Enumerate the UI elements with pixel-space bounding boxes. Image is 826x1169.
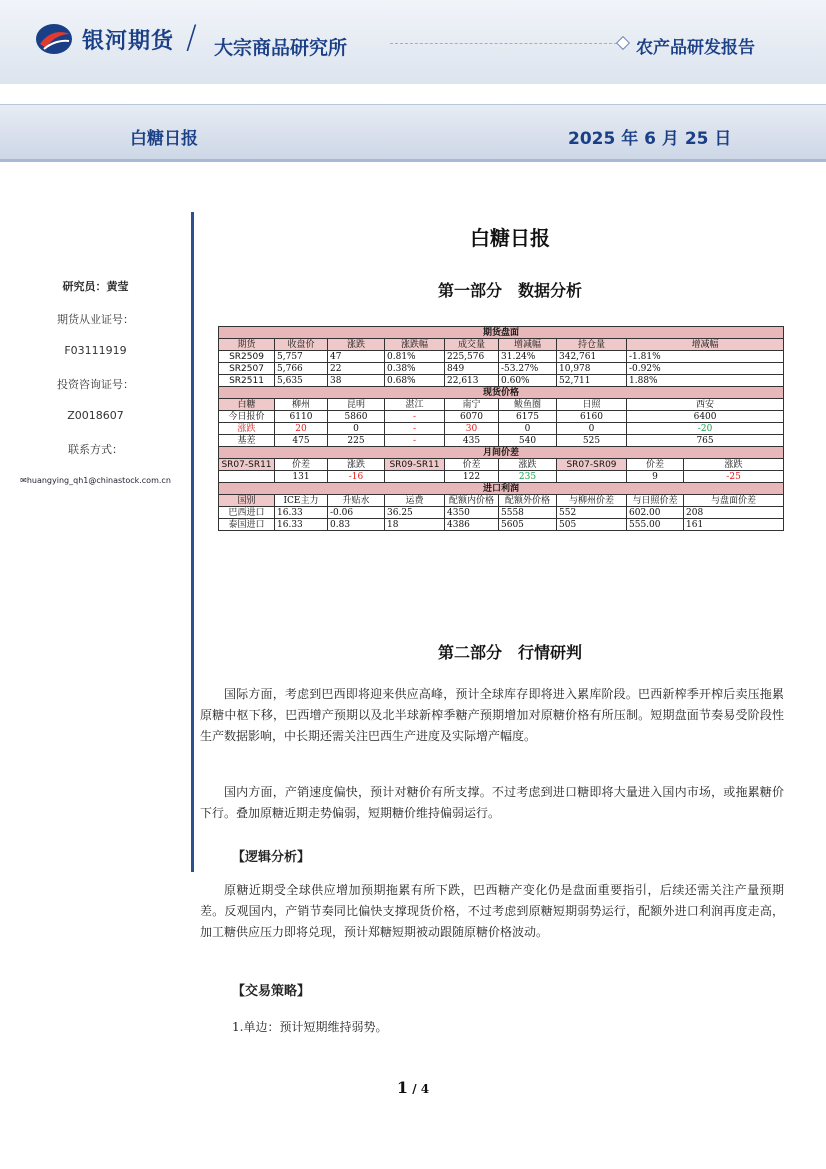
sidebar-divider [191, 212, 194, 872]
import-cell: 552 [557, 507, 627, 519]
part1-title: 第一部分 数据分析 [437, 281, 582, 300]
import-cell: 602.00 [627, 507, 684, 519]
import-cell: 0.83 [328, 519, 385, 531]
import-cell: 555.00 [627, 519, 684, 531]
futures-cell: 5,635 [275, 375, 328, 387]
page-title: 白糖日报 [470, 226, 550, 250]
futures-cert-label: 期货从业证号： [57, 313, 134, 326]
spread-cell: 9 [627, 471, 684, 483]
spot-cell: 225 [328, 435, 385, 447]
spot-col-header: 西安 [627, 399, 784, 411]
spot-cell: 6400 [627, 411, 784, 423]
spread-col-header: 价差 [445, 459, 499, 471]
spot-cell: 0 [499, 423, 557, 435]
futures-cell: 52,711 [557, 375, 627, 387]
header-band [0, 0, 826, 84]
data-table [218, 326, 784, 531]
section-header-futures: 期货盘面 [219, 327, 784, 339]
report-date: 2025 年 6 月 25 日 [568, 129, 732, 149]
spread-cell: -16 [328, 471, 385, 483]
import-cell: 巴西进口 [219, 507, 275, 519]
futures-cell: -53.27% [499, 363, 557, 375]
spot-cell: 今日报价 [219, 411, 275, 423]
futures-cell: -0.92% [627, 363, 784, 375]
import-col-header: 配额内价格 [445, 495, 499, 507]
paragraph-domestic: 国内方面，产销速度偏快，预计对糖价有所支撑。不过考虑到进口糖即将大量进入国内市场，或拖累糖价下行。叠加原糖近期走势偏弱，短期糖价维持偏弱运行。 [200, 785, 784, 820]
spot-cell: 6070 [445, 411, 499, 423]
part2-title: 第二部分 行情研判 [437, 643, 582, 662]
import-cell: 16.33 [275, 519, 328, 531]
strategy-item: 1.单边：预计短期维持弱势。 [232, 1020, 388, 1034]
contact-email[interactable] [0, 476, 191, 485]
futures-cell: 5,766 [275, 363, 328, 375]
section-header-spot: 现货价格 [219, 387, 784, 399]
page-number [0, 1078, 826, 1097]
futures-header-row [219, 339, 784, 351]
spread-cell [219, 471, 275, 483]
spread-cell [557, 471, 627, 483]
logic-analysis-tag: 【逻辑分析】 [232, 850, 311, 865]
import-cell: 161 [684, 519, 784, 531]
section-header-spread: 月间价差 [219, 447, 784, 459]
paragraph-international: 国际方面，考虑到巴西即将迎来供应高峰，预计全球库存即将进入累库阶段。巴西新榨季开榨后卖压拖累原糖中枢下移，巴西增产预期以及北半球新榨季糖产预期增加对原糖价格有所压制。短期盘面节奏易受阶段性生产数据影响，中长期还需关注巴西生产进度及实际增产幅度。 [200, 687, 784, 743]
spot-row [219, 423, 784, 435]
spot-cell: - [385, 423, 445, 435]
import-cell: 5558 [499, 507, 557, 519]
futures-cell: 22 [328, 363, 385, 375]
futures-cell: SR2507 [219, 363, 275, 375]
spread-col-header: 涨跌 [328, 459, 385, 471]
spot-cell: 435 [445, 435, 499, 447]
futures-row [219, 375, 784, 387]
futures-cell: 0.60% [499, 375, 557, 387]
institute-name: 大宗商品研究所 [214, 37, 348, 59]
spot-cell: 基差 [219, 435, 275, 447]
import-row [219, 519, 784, 531]
futures-cell: 22,613 [445, 375, 499, 387]
page-total: / 4 [408, 1082, 430, 1096]
section-header-import: 进口利润 [219, 483, 784, 495]
spot-col-header: 日照 [557, 399, 627, 411]
import-cell: 208 [684, 507, 784, 519]
spread-value-row [219, 471, 784, 483]
band-title: 白糖日报 [130, 129, 198, 149]
futures-col-header: 收盘价 [275, 339, 328, 351]
spot-cell: 525 [557, 435, 627, 447]
futures-cell: 10,978 [557, 363, 627, 375]
import-col-header: ICE主力 [275, 495, 328, 507]
import-cell: 4350 [445, 507, 499, 519]
futures-cell: 0.38% [385, 363, 445, 375]
spot-cell: 765 [627, 435, 784, 447]
futures-cell: -1.81% [627, 351, 784, 363]
spot-col-header: 柳州 [275, 399, 328, 411]
spread-col-header: 涨跌 [499, 459, 557, 471]
spot-col-header: 白糖 [219, 399, 275, 411]
title-band [0, 104, 826, 162]
spot-header-row [219, 399, 784, 411]
header-slash: / [186, 18, 197, 56]
futures-row [219, 363, 784, 375]
futures-cell: 0.68% [385, 375, 445, 387]
researcher-name: 研究员：黄莹 [62, 280, 129, 293]
advisory-cert-number: Z0018607 [67, 409, 124, 422]
futures-cell: 38 [328, 375, 385, 387]
spot-cell: 20 [275, 423, 328, 435]
import-cell: 5605 [499, 519, 557, 531]
futures-row [219, 351, 784, 363]
spread-col-header: 价差 [275, 459, 328, 471]
spot-col-header: 昆明 [328, 399, 385, 411]
import-col-header: 国别 [219, 495, 275, 507]
import-col-header: 与柳州价差 [557, 495, 627, 507]
spot-cell: 5860 [328, 411, 385, 423]
spread-header-row [219, 459, 784, 471]
spot-cell: -20 [627, 423, 784, 435]
futures-col-header: 涨跌幅 [385, 339, 445, 351]
spot-cell: 6110 [275, 411, 328, 423]
spot-col-header: 南宁 [445, 399, 499, 411]
spot-row [219, 435, 784, 447]
report-type: 农产品研发报告 [636, 38, 755, 58]
futures-col-header: 涨跌 [328, 339, 385, 351]
import-col-header: 与日照价差 [627, 495, 684, 507]
spread-cell: -25 [684, 471, 784, 483]
spot-cell: - [385, 435, 445, 447]
futures-col-header: 增减幅 [499, 339, 557, 351]
futures-cell: 5,757 [275, 351, 328, 363]
spread-cell: 235 [499, 471, 557, 483]
spread-col-header: SR09-SR11 [385, 459, 445, 471]
import-col-header: 与盘面价差 [684, 495, 784, 507]
spot-cell: 涨跌 [219, 423, 275, 435]
futures-col-header: 期货 [219, 339, 275, 351]
import-col-header: 配额外价格 [499, 495, 557, 507]
import-cell: 18 [385, 519, 445, 531]
import-header-row [219, 495, 784, 507]
futures-cell: 849 [445, 363, 499, 375]
futures-cell: SR2511 [219, 375, 275, 387]
spot-cell: 6175 [499, 411, 557, 423]
futures-cert-number: F03111919 [64, 344, 127, 357]
futures-cell: 47 [328, 351, 385, 363]
spot-cell: 540 [499, 435, 557, 447]
page-current: 1 [396, 1078, 409, 1097]
spot-cell: 30 [445, 423, 499, 435]
paragraph-logic: 原糖近期受全球供应增加预期拖累有所下跌，巴西糖产变化仍是盘面重要指引，后续还需关注产量预期差。反观国内，产销节奏同比偏快支撑现货价格，不过考虑到原糖短期弱势运行，配额外进口利润再度走高，加工糖供应压力即将兑现，预计郑糖短期被动跟随原糖价格波动。 [200, 883, 784, 939]
spread-cell: 131 [275, 471, 328, 483]
futures-cell: 31.24% [499, 351, 557, 363]
futures-cell: 1.88% [627, 375, 784, 387]
spot-section-row [219, 387, 784, 399]
import-cell: -0.06 [328, 507, 385, 519]
futures-col-header: 成交量 [445, 339, 499, 351]
import-col-header: 运费 [385, 495, 445, 507]
galaxy-logo-icon [34, 22, 74, 56]
futures-col-header: 持仓量 [557, 339, 627, 351]
email-text: huangying_qh1@chinastock.com.cn [26, 476, 171, 485]
futures-cell: SR2509 [219, 351, 275, 363]
contact-label: 联系方式： [68, 443, 123, 456]
futures-cell: 225,576 [445, 351, 499, 363]
spot-cell: 0 [328, 423, 385, 435]
import-cell: 泰国进口 [219, 519, 275, 531]
spot-cell: - [385, 411, 445, 423]
header-decor-line [390, 43, 622, 44]
import-row [219, 507, 784, 519]
import-col-header: 升贴水 [328, 495, 385, 507]
spread-col-header: 涨跌 [684, 459, 784, 471]
import-cell: 505 [557, 519, 627, 531]
futures-cell: 0.81% [385, 351, 445, 363]
import-cell: 4386 [445, 519, 499, 531]
spread-col-header: SR07-SR09 [557, 459, 627, 471]
import-cell: 36.25 [385, 507, 445, 519]
futures-cell: 342,761 [557, 351, 627, 363]
futures-col-header: 增减幅 [627, 339, 784, 351]
import-section-row [219, 483, 784, 495]
spread-col-header: SR07-SR11 [219, 459, 275, 471]
advisory-cert-label: 投资咨询证号： [57, 378, 134, 391]
trade-strategy-tag: 【交易策略】 [232, 984, 311, 999]
spot-cell: 6160 [557, 411, 627, 423]
spot-cell: 0 [557, 423, 627, 435]
spot-col-header: 鲅鱼圈 [499, 399, 557, 411]
futures-section-row [219, 327, 784, 339]
spot-cell: 475 [275, 435, 328, 447]
diamond-icon [616, 36, 630, 50]
spread-cell [385, 471, 445, 483]
spread-col-header: 价差 [627, 459, 684, 471]
spread-section-row [219, 447, 784, 459]
brand-name: 银河期货 [82, 29, 175, 54]
mail-icon: ✉ [20, 476, 27, 485]
spot-col-header: 湛江 [385, 399, 445, 411]
spot-row [219, 411, 784, 423]
import-cell: 16.33 [275, 507, 328, 519]
spread-cell: 122 [445, 471, 499, 483]
